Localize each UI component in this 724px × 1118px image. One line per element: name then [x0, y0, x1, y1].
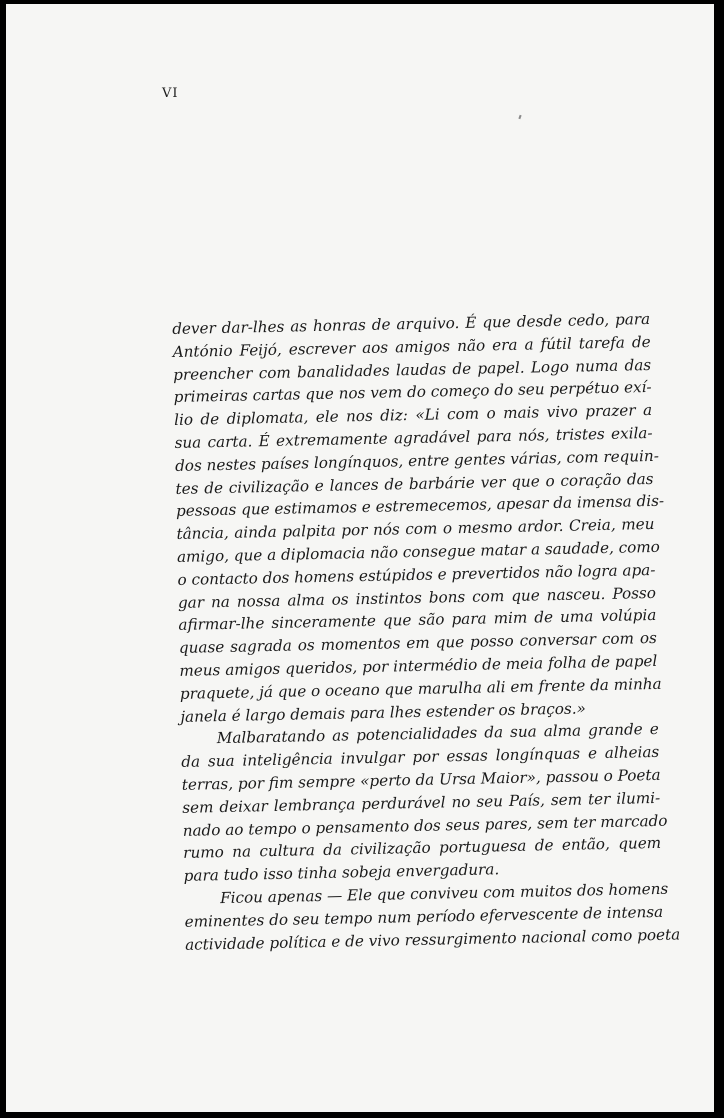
text-line: pessoas que estimamos e estremecemos, apesar da imensa dis-: [175, 492, 665, 521]
text-line: quase sagrada os momentos em que posso conversar com os: [178, 629, 657, 658]
text-line: actividade política e de vivo ressurgimento nacional como poeta: [184, 925, 681, 954]
text-line: primeiras cartas que nos vem do começo do seu perpétuo exí-: [173, 378, 652, 407]
text-line: terras, por fim sempre «perto da Ursa Maior», passou o Poeta: [181, 765, 661, 794]
text-line: tância, ainda palpita por nós com o mesmo ardor. Creia, meu: [176, 515, 655, 544]
text-line: nado ao tempo o pensamento dos seus pares, sem ter marcado: [182, 811, 668, 840]
text-line: sua carta. É extremamente agradável para nós, tristes exila-: [174, 423, 653, 452]
text-line: eminentes do seu tempo num período efervescente de intensa: [184, 902, 664, 931]
text-line: praquete, já que o oceano que marulha ali em frente da minha: [179, 674, 662, 703]
text-line: António Feijó, escrever aos amigos não era a fútil tarefa de: [172, 332, 651, 361]
text-line: da sua inteligência invulgar por essas longínquas e alheias: [181, 743, 660, 772]
text-line: para tudo isso tinha sobeja envergadura.: [183, 860, 500, 886]
text-line: preencher com banalidades laudas de papel. Logo numa das: [172, 355, 652, 384]
text-line: tes de civilização e lances de barbárie ver que o coração das: [175, 469, 654, 498]
text-line: dos nestes países longínquos, entre gentes várias, com requin-: [174, 446, 660, 475]
paragraph-start: Malbaratando as potencialidades da sua alma grande e: [216, 720, 659, 748]
body-text: [172, 308, 681, 956]
paragraph-start: Ficou apenas — Ele que conviveu com muitos dos homens: [219, 879, 669, 908]
text-line: amigo, que a diplomacia não consegue matar a saudade, como: [176, 537, 661, 566]
print-speck: [518, 115, 521, 119]
text-line: afirmar-lhe sinceramente que são para mim de uma volúpia: [178, 606, 657, 635]
text-line: rumo na cultura da civilização portuguesa de então, quem: [183, 834, 662, 863]
text-line: dever dar-lhes as honras de arquivo. É que desde cedo, para: [172, 309, 651, 338]
page-number: VI: [162, 86, 179, 101]
book-page: [6, 4, 714, 1112]
text-line: o contacto dos homens estúpidos e prevertidos não logra apa-: [177, 560, 656, 589]
text-line: gar na nossa alma os instintos bons com que nasceu. Posso: [177, 583, 657, 612]
text-line: lio de diplomata, ele nos diz: «Li com o mais vivo prazer a: [173, 401, 653, 430]
text-line: sem deixar lembrança perdurável no seu País, sem ter ilumi-: [182, 788, 661, 817]
text-line: meus amigos queridos, por intermédio de meia folha de papel: [179, 651, 658, 680]
text-line: janela é largo demais para lhes estender os braços.»: [180, 698, 587, 726]
